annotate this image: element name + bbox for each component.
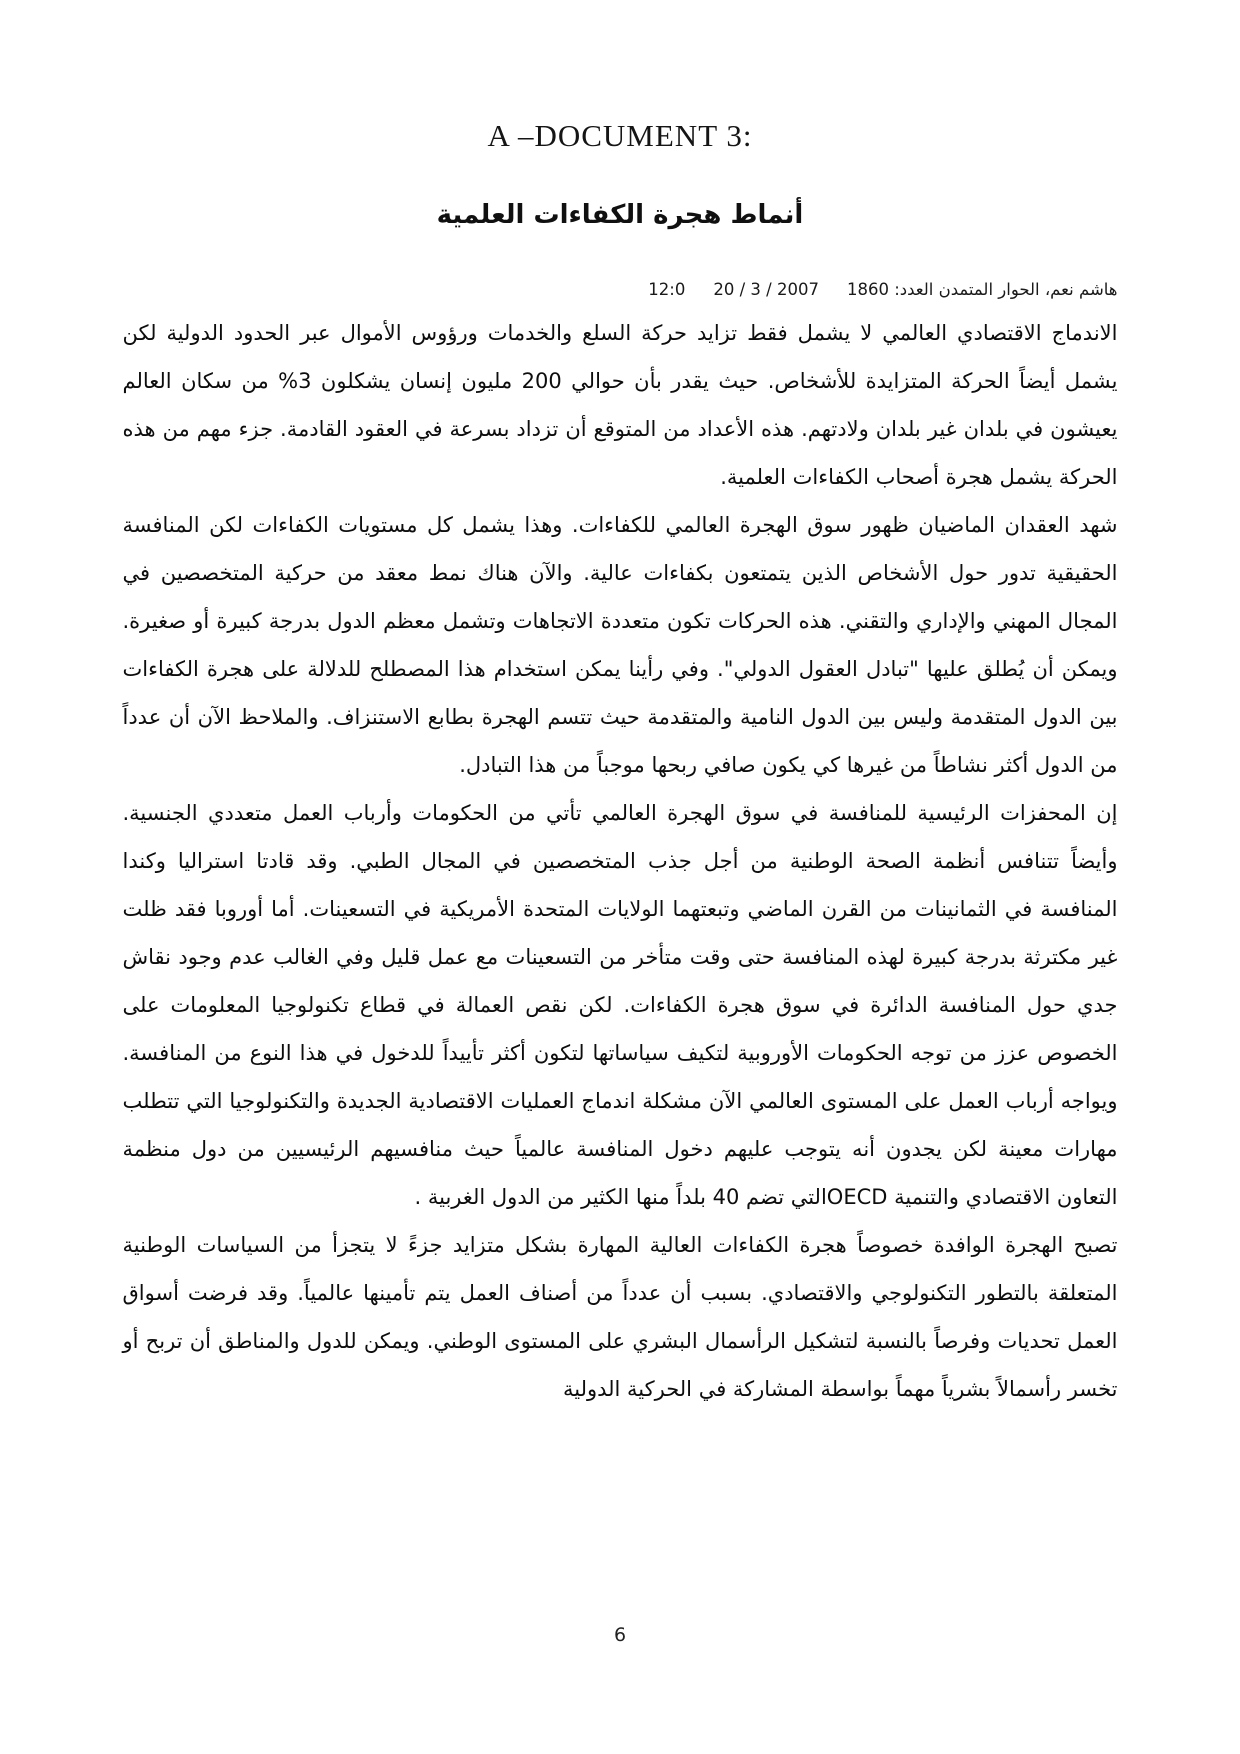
byline-date: 20 / 3 / 2007 bbox=[713, 280, 819, 299]
paragraph-intro: الاندماج الاقتصادي العالمي لا يشمل فقط تزايد حركة السلع والخدمات ورؤوس الأموال عبر الحدود الدولية لكن يشمل أيضاً الحركة المتزايدة للأشخاص. حيث يقدر بأن حوالي 200 مليون إنسان يشكلون 3% من سكان العالم يعيشون في بلدان غير بلدان ولادتهم. هذه الأعداد من المتوقع أن تزداد بسرعة في العقود القادمة. جزء مهم من هذه الحركة يشمل هجرة أصحاب الكفاءات العلمية. bbox=[122, 321, 1118, 489]
document-heading: A –DOCUMENT 3: bbox=[487, 118, 753, 153]
paragraph-migration-market: شهد العقدان الماضيان ظهور سوق الهجرة العالمي للكفاءات. وهذا يشمل كل مستويات الكفاءات لكن المنافسة الحقيقية تدور حول الأشخاص الذين يتمتعون بكفاءات عالية. والآن هناك نمط معقد من حركية المتخصصين في المجال المهني والإداري والتقني. هذه الحركات تكون متعددة الاتجاهات وتشمل معظم الدول بدرجة كبيرة أو صغيرة. ويمكن أن يُطلق عليها "تبادل العقول الدولي". وفي رأينا يمكن استخدام هذا المصطلح للدلالة على هجرة الكفاءات بين الدول المتقدمة وليس بين الدول النامية والمتقدمة حيث تتسم الهجرة بطابع الاستنزاف. والملاحظ الآن أن عدداً من الدول أكثر نشاطاً من غيرها كي يكون صافي ربحها موجباً من هذا التبادل. bbox=[122, 513, 1118, 777]
arabic-title: أنماط هجرة الكفاءات العلمية bbox=[436, 200, 804, 230]
document-content bbox=[123, 0, 1118, 1413]
byline-author-issue: هاشم نعم، الحوار المتمدن العدد: 1860 bbox=[846, 280, 1118, 299]
page-number: 6 bbox=[613, 1624, 627, 1646]
paragraph-competition-drivers: إن المحفزات الرئيسية للمنافسة في سوق الهجرة العالمي تأتي من الحكومات وأرباب العمل متعددي الجنسية. وأيضاً تتنافس أنظمة الصحة الوطنية من أجل جذب المتخصصين في المجال الطبي. وقد قادتا استراليا وكندا المنافسة في الثمانينات من القرن الماضي وتبعتهما الولايات المتحدة الأمريكية في التسعينات. أما أوروبا فقد ظلت غير مكترثة بدرجة كبيرة لهذه المنافسة حتى وقت متأخر من التسعينات مع عمل قليل وفي الغالب عدم وجود نقاش جدي حول المنافسة الدائرة في سوق هجرة الكفاءات. لكن نقص العمالة في قطاع تكنولوجيا المعلومات على الخصوص عزز من توجه الحكومات الأوروبية لتكيف سياساتها لتكون أكثر تأييداً للدخول في هذا النوع من المنافسة. ويواجه أرباب العمل على المستوى العالمي الآن مشكلة اندماج العمليات الاقتصادية الجديدة والتكنولوجيا التي تتطلب مهارات معينة لكن يجدون أنه يتوجب عليهم دخول المنافسة عالمياً حيث منافسيهم الرئيسيين من دول منظمة التعاون الاقتصادي والتنمية OECDالتي تضم 40 بلداً منها الكثير من الدول الغربية . bbox=[122, 801, 1118, 1209]
paragraph-national-policies: تصبح الهجرة الوافدة خصوصاً هجرة الكفاءات العالية المهارة بشكل متزايد جزءً لا يتجزأ من السياسات الوطنية المتعلقة بالتطور التكنولوجي والاقتصادي. بسبب أن عدداً من أصناف العمل يتم تأمينها عالمياً. وقد فرضت أسواق العمل تحديات وفرصاً بالنسبة لتشكيل الرأسمال البشري على المستوى الوطني. ويمكن للدول والمناطق أن تربح أو تخسر رأسمالاً بشرياً مهماً بواسطة المشاركة في الحركية الدولية bbox=[122, 1233, 1118, 1401]
document-body bbox=[123, 309, 1118, 1413]
byline bbox=[123, 280, 1118, 299]
byline-time: 12:0 bbox=[648, 280, 686, 299]
